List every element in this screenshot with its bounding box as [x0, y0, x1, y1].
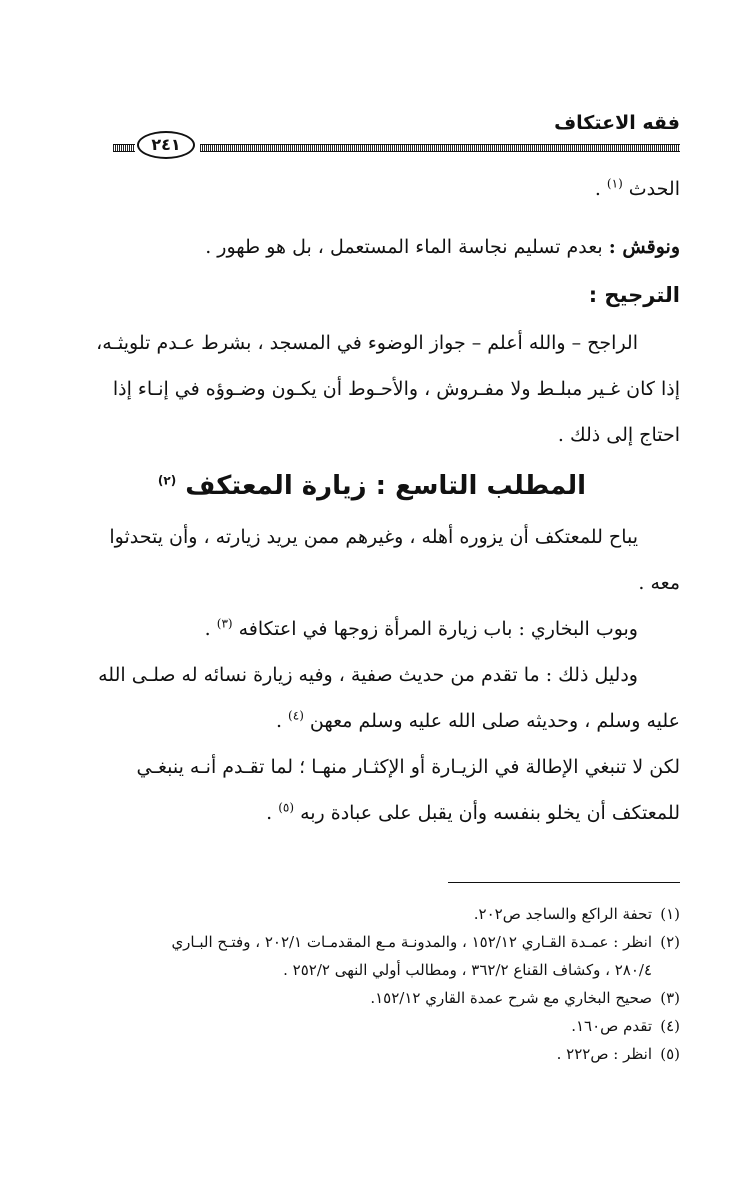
running-title: فقه الاعتكاف — [554, 112, 680, 134]
page-number: ٢٤١ — [137, 131, 195, 159]
section-title: المطلب التاسع : زيارة المعتكف $^{(٢)}$ — [157, 471, 587, 501]
tarjih-paragraph: الراجح – والله أعلم – جواز الوضوء في المسجد ، بشرط عـدم تلويثـه، إذا كان غـير مبلـط ولا مفـروش ، والأحـوط أن يكـون وضـوؤه في إنـاء إذا احتاج إلى ذلك . — [96, 332, 680, 446]
evidence-paragraph: ودليل ذلك : ما تقدم من حديث صفية ، وفيه زيارة نسائه له صلـى الله عليه وسلم ، وحديثه صلى الله عليه وسلم معهن $^{(٤)}$ . — [98, 664, 680, 732]
ruling-paragraph: يباح للمعتكف أن يزوره أهله ، وغيرهم ممن يريد زيارته ، وأن يتحدثوا معه . — [109, 526, 680, 594]
page-body — [64, 166, 680, 836]
caution-paragraph: لكن لا تنبغي الإطالة في الزيـارة أو الإكثـار منهـا ؛ لما تقـدم أنـه ينبغـي للمعتكف أن يخلو بنفسه وأن يقبل على عبادة ربه $^{(٥)}$ . — [136, 756, 680, 824]
objection-text: بعدم تسليم نجاسة الماء المستعمل ، بل هو طهور . — [205, 236, 603, 258]
footnote-ref-2: (٢) — [157, 473, 177, 488]
footnote-ref-4: (٤) — [288, 708, 304, 723]
header-rule — [200, 144, 680, 152]
footnote-item: (٢) انظر : عمـدة القـاري ١٥٢/١٢ ، والمدونـة مـع المقدمـات ٢٠٢/١ ، وفتـح البـاري ٢٨٠/٤ ، وكشاف القناع ٣٦٢/٢ ، ومطالب أولي النهى ٢٥٢/٢ . — [171, 933, 680, 979]
footnote-item: (١) تحفة الراكع والساجد ص٢٠٢. — [473, 905, 680, 923]
footnote-item: (٤) تقدم ص١٦٠. — [571, 1017, 680, 1035]
footnote-ref-1: (١) — [606, 176, 623, 191]
tarjih-heading: الترجيح : — [588, 283, 680, 307]
header-rule-left — [113, 144, 135, 152]
footnote-separator — [448, 882, 680, 883]
footnote-item: (٣) صحيح البخاري مع شرح عمدة القاري ١٥٢/١٢. — [370, 989, 680, 1007]
footnote-ref-5: (٥) — [278, 800, 295, 815]
page-header — [113, 110, 680, 160]
objection-paragraph — [64, 224, 680, 270]
footnote-item: (٥) انظر : ص٢٢٢ . — [556, 1045, 680, 1063]
objection-label: ونوقش : — [608, 236, 680, 258]
footnote-ref-3: (٣) — [216, 616, 233, 631]
bukhari-paragraph: وبوب البخاري : باب زيارة المرأة زوجها في اعتكافه $^{(٣)}$ . — [204, 616, 638, 640]
continuation-line: الحدث $^{(١)}$ . — [594, 176, 680, 200]
footnotes — [66, 900, 680, 1068]
